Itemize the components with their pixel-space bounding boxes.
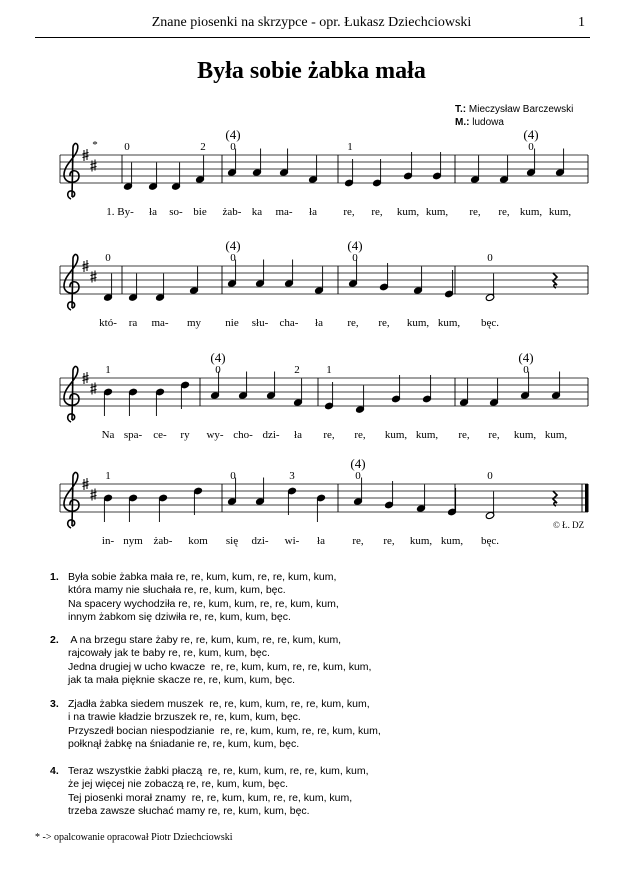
lyric-syllable: re, — [378, 317, 390, 329]
fingering-number: 0 — [215, 364, 221, 376]
lyric-syllable: ła — [149, 206, 157, 218]
verse-line: Teraz wszystkie żabki płaczą re, re, kum, kum, re, re, kum, kum, — [68, 765, 369, 777]
sharp-c — [91, 271, 97, 283]
lyric-syllable: kum, — [544, 429, 568, 441]
lyric-syllable: bęc. — [480, 535, 500, 547]
music-label: M.: — [455, 117, 470, 128]
fingering-position: (4) — [523, 127, 539, 142]
lyric-syllable: się — [225, 535, 239, 547]
fingering-number: 3 — [289, 470, 295, 482]
verse-line: rajcowały jak te baby re, re, kum, kum, bęc. — [68, 647, 270, 660]
fingering-number: 0 — [105, 252, 111, 264]
lyrics-author: Mieczysław Barczewski — [468, 104, 574, 115]
lyric-syllable: ła — [315, 317, 323, 329]
fingering-number: 1 — [347, 141, 353, 153]
treble-clef-0 — [64, 144, 79, 199]
lyric-syllable: 1. By- — [106, 206, 134, 218]
lyric-syllable: re, — [371, 206, 383, 218]
lyric-syllable: re, — [347, 317, 359, 329]
treble-clef-1 — [64, 255, 79, 310]
lyric-syllable: dzi- — [262, 429, 280, 441]
lyric-syllable: ma- — [275, 206, 293, 218]
verse-line: Była sobie żabka mała re, re, kum, kum, re, re, kum, kum, — [68, 571, 337, 583]
verse-line: jak ta mała pięknie skacze re, re, kum, kum, bęc. — [68, 673, 296, 686]
verse-line: i na trawie kładzie brzuszek re, re, kum, kum, bęc. — [68, 711, 301, 724]
verse-number: 4. — [50, 765, 59, 777]
fingering-position: (4) — [225, 127, 241, 142]
fingering-number: 0 — [230, 141, 236, 153]
quarter-rest — [553, 491, 557, 506]
lyric-syllable: kum, — [406, 317, 430, 329]
fingering-position: (4) — [210, 350, 226, 365]
lyric-syllable: ry — [180, 429, 190, 441]
verse-line: trzeba zawsze słuchać mamy re, re, kum, kum, bęc. — [68, 804, 310, 817]
lyric-syllable: so- — [169, 206, 183, 218]
verse-lines — [68, 634, 371, 687]
lyric-syllable: kum, — [425, 206, 449, 218]
lyric-syllable: kom — [188, 535, 208, 547]
verse-line: Przyszedł bocian niespodzianie re, re, kum, kum, re, re, kum, kum, — [68, 724, 381, 737]
fingering-position: (4) — [225, 238, 241, 253]
lyric-syllable: ła — [309, 206, 317, 218]
lyric-syllable: ka — [251, 206, 263, 218]
lyric-syllable: kum, — [409, 535, 433, 547]
fingering-number: 0 — [352, 252, 358, 264]
lyric-syllable: żab- — [222, 206, 242, 218]
header-text: Znane piosenki na skrzypce - opr. Łukasz Dziechciowski — [151, 15, 472, 30]
fingering-number: 0 — [230, 252, 236, 264]
music-author: ludowa — [472, 117, 504, 128]
copyright-mark: © Ł. DZ — [553, 520, 585, 530]
lyric-syllable: żab- — [153, 535, 173, 547]
fingering-number: 0 — [487, 470, 493, 482]
verse-number: 1. — [50, 571, 59, 583]
sharp-c — [91, 489, 97, 501]
fingering-position: (4) — [350, 456, 366, 471]
final-thick-barline — [585, 484, 589, 512]
lyric-syllable: ce- — [153, 429, 167, 441]
fingering-number: 2 — [200, 141, 206, 153]
fingering-number: 1 — [105, 364, 111, 376]
verse-line: A na brzegu stare żaby re, re, kum, kum, re, re, kum, kum, — [68, 634, 342, 646]
lyric-syllable: re, — [498, 206, 510, 218]
lyric-syllable: Na — [101, 429, 115, 441]
lyric-syllable: kum, — [384, 429, 408, 441]
fingering-position: (4) — [518, 350, 534, 365]
verse-line: połknął żabkę na śniadanie re, re, kum, kum, bęc. — [68, 737, 300, 750]
lyric-syllable: dzi- — [251, 535, 269, 547]
lyric-syllable: kum, — [440, 535, 464, 547]
lyric-syllable: kum, — [437, 317, 461, 329]
treble-clef-2 — [64, 367, 79, 422]
verse-line: która mamy nie słuchała re, re, kum, kum, bęc. — [68, 584, 286, 597]
lyric-syllable: kum, — [519, 206, 543, 218]
verse-number: 2. — [50, 634, 59, 646]
verse-line: Zjadła żabka siedem muszek re, re, kum, kum, re, re, kum, kum, — [68, 698, 370, 710]
lyric-syllable: nie — [225, 317, 239, 329]
lyric-syllable: kum, — [415, 429, 439, 441]
fingering-position: (4) — [347, 238, 363, 253]
lyric-syllable: spa- — [123, 429, 143, 441]
fingering-number: 0 — [124, 141, 130, 153]
sharp-c — [91, 383, 97, 395]
verse-lines — [68, 698, 381, 751]
fingering-number: 1 — [326, 364, 332, 376]
lyric-syllable: re, — [383, 535, 395, 547]
page-number: 1 — [578, 15, 585, 30]
lyric-syllable: re, — [458, 429, 470, 441]
lyric-syllable: in- — [101, 535, 115, 547]
lyric-syllable: re, — [323, 429, 335, 441]
lyric-syllable: ma- — [151, 317, 169, 329]
verse-line: Jedna drugiej w ucho kwacze re, re, kum, kum, re, re, kum, kum, — [68, 660, 372, 673]
lyric-syllable: cha- — [279, 317, 299, 329]
lyric-syllable: ła — [317, 535, 325, 547]
song-title: Była sobie żabka mała — [197, 58, 426, 84]
lyric-syllable: re, — [343, 206, 355, 218]
lyric-syllable: cho- — [233, 429, 253, 441]
lyric-syllable: kum, — [396, 206, 420, 218]
lyric-syllable: kum, — [513, 429, 537, 441]
verse-number: 3. — [50, 698, 59, 710]
quarter-rest — [553, 273, 557, 288]
verse-line: że jej więcej nie zobaczą re, re, kum, kum, bęc. — [68, 778, 289, 791]
fingering-number: 0 — [528, 141, 534, 153]
lyric-syllable: któ- — [99, 317, 117, 329]
fingering-number: 0 — [487, 252, 493, 264]
lyric-syllable: ra — [128, 317, 138, 329]
lyric-syllable: re, — [469, 206, 481, 218]
lyric-syllable: re, — [488, 429, 500, 441]
footnote: * -> opalcowanie opracował Piotr Dziechciowski — [35, 832, 233, 843]
lyric-syllable: kum, — [548, 206, 572, 218]
lyric-syllable: re, — [352, 535, 364, 547]
lyric-syllable: nym — [123, 535, 143, 547]
lyric-syllable: wi- — [284, 535, 300, 547]
fingering-number: * — [92, 139, 98, 151]
lyric-syllable: wy- — [206, 429, 224, 441]
fingering-number: 0 — [355, 470, 361, 482]
fingering-number: 0 — [230, 470, 236, 482]
fingering-number: 0 — [523, 364, 529, 376]
lyric-syllable: bęc. — [480, 317, 500, 329]
verse-line: Tej piosenki morał znamy re, re, kum, kum, re, re, kum, kum, — [68, 791, 353, 804]
fingering-number: 1 — [105, 470, 111, 482]
treble-clef-3 — [64, 473, 79, 528]
verse-lines — [68, 571, 339, 624]
lyric-syllable: bie — [193, 206, 207, 218]
lyric-syllable: re, — [354, 429, 366, 441]
verse-line: innym żabkom się dziwiła re, re, kum, kum, bęc. — [68, 610, 291, 623]
lyric-syllable: słu- — [251, 317, 269, 329]
sharp-c — [91, 160, 97, 172]
verse-line: Na spacery wychodziła re, re, kum, kum, re, re, kum, kum, — [68, 597, 339, 610]
lyrics-label: T.: — [455, 104, 467, 115]
lyric-syllable: ła — [294, 429, 302, 441]
fingering-number: 2 — [294, 364, 300, 376]
lyric-syllable: my — [186, 317, 202, 329]
verse-lines — [68, 765, 369, 818]
